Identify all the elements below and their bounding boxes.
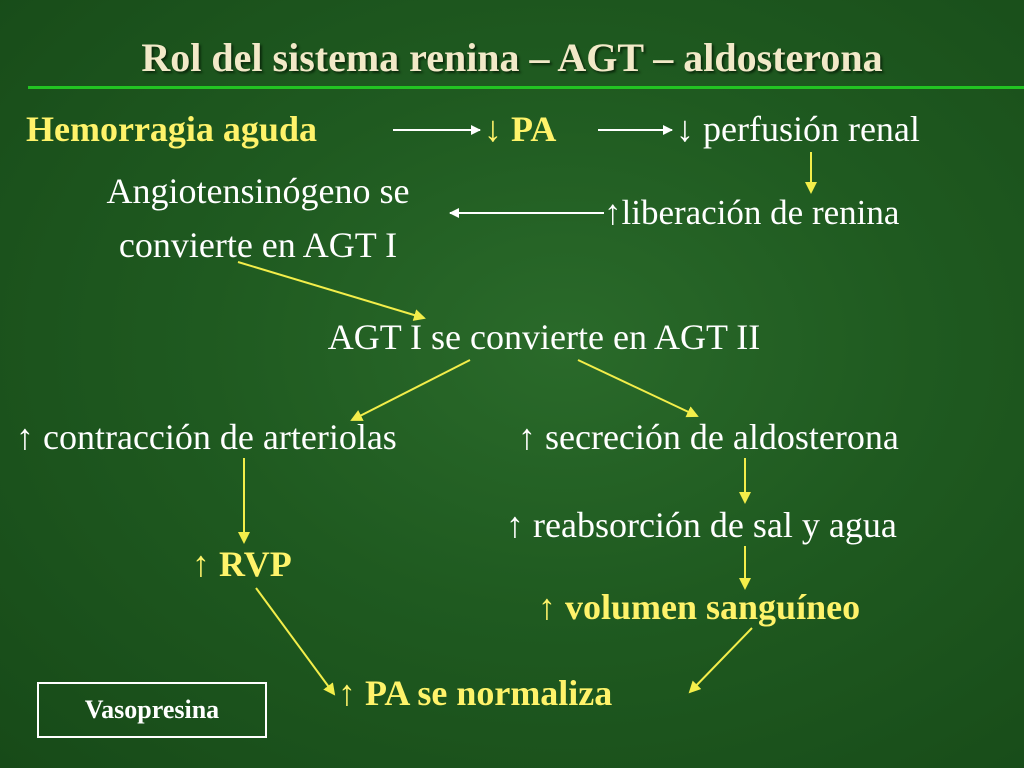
node-pa-normaliza: ↑ PA se normaliza: [338, 673, 613, 713]
node-agt-ii: AGT I se convierte en AGT II: [327, 317, 761, 357]
vasopresina-label: Vasopresina: [84, 695, 220, 724]
node-liberacion-renina: ↑liberación de renina: [604, 193, 900, 232]
arrow-rvp-to-pa-normaliza: [256, 588, 334, 694]
node-angiotensinogeno-line1: Angiotensinógeno se: [106, 171, 410, 211]
node-secrecion-aldosterona: ↑ secreción de aldosterona: [518, 417, 899, 457]
node-reabsorcion: ↑ reabsorción de sal y agua: [506, 505, 897, 545]
arrow-volumen-to-pa-normaliza: [690, 628, 752, 692]
arrow-agt2-to-contraccion: [352, 360, 470, 420]
node-rvp: ↑ RVP: [192, 544, 292, 584]
node-perfusion-renal: ↓ perfusión renal: [676, 109, 920, 149]
node-volumen-sanguineo: ↑ volumen sanguíneo: [538, 587, 861, 627]
node-hemorragia-aguda: Hemorragia aguda: [26, 109, 317, 149]
node-pa-decrease: ↓ PA: [484, 109, 557, 149]
node-contraccion-arteriolas: ↑ contracción de arteriolas: [16, 417, 397, 457]
node-angiotensinogeno-line2: convierte en AGT I: [118, 225, 398, 265]
slide-title: Rol del sistema renina – AGT – aldosterona: [141, 35, 883, 80]
arrow-agt1-to-agt2: [238, 262, 424, 318]
arrow-agt2-to-aldosterona: [578, 360, 697, 416]
